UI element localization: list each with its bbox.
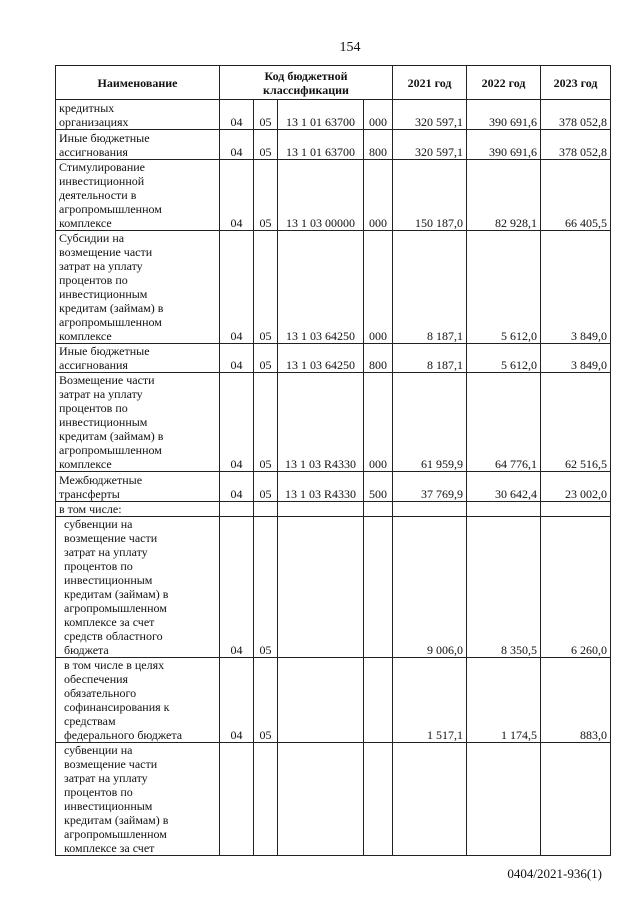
cell-target-article: 13 1 03 64250 [278,231,364,344]
cell-2022: 390 691,6 [467,130,541,160]
cell-2022: 5 612,0 [467,344,541,373]
cell-2023: 66 405,5 [541,160,611,231]
table-body [56,100,611,856]
table-row [56,231,611,344]
cell-target-article: 13 1 03 64250 [278,344,364,373]
cell-subsection: 05 [254,517,278,658]
cell-target-article [278,502,364,517]
header-name: Наименование [56,66,220,100]
cell-name: Межбюджетные трансферты [56,472,220,502]
cell-2022: 8 350,5 [467,517,541,658]
cell-2021 [393,502,467,517]
cell-2022: 64 776,1 [467,373,541,472]
table-row [56,130,611,160]
table-row [56,743,611,856]
cell-target-article [278,517,364,658]
header-2021: 2021 год [393,66,467,100]
cell-expense-type: 000 [364,373,393,472]
cell-2022: 1 174,5 [467,658,541,743]
cell-expense-type: 000 [364,160,393,231]
document-code: 0404/2021-936(1) [507,866,602,881]
cell-subsection: 05 [254,130,278,160]
cell-subsection [254,502,278,517]
cell-subsection: 05 [254,472,278,502]
cell-2021: 320 597,1 [393,130,467,160]
cell-2021: 37 769,9 [393,472,467,502]
cell-2023: 23 002,0 [541,472,611,502]
cell-2023: 378 052,8 [541,130,611,160]
cell-section: 04 [220,130,254,160]
table-header-row [56,66,611,100]
cell-section: 04 [220,344,254,373]
cell-target-article: 13 1 03 R4330 [278,472,364,502]
cell-2021: 61 959,9 [393,373,467,472]
cell-2023: 378 052,8 [541,100,611,130]
cell-name: Стимулирование инвестиционной деятельности в агропромышленном комплексе [56,160,220,231]
table-row [56,344,611,373]
cell-2022 [467,743,541,856]
cell-name: Возмещение части затрат на уплату процентов по инвестиционным кредитам (займам) в агропромышленном комплексе [56,373,220,472]
header-code: Код бюджетной классификации [220,66,393,100]
cell-expense-type: 800 [364,130,393,160]
cell-2021: 8 187,1 [393,344,467,373]
cell-section [220,743,254,856]
table-row [56,502,611,517]
cell-target-article: 13 1 03 R4330 [278,373,364,472]
cell-expense-type [364,517,393,658]
cell-2021: 8 187,1 [393,231,467,344]
cell-section: 04 [220,373,254,472]
cell-2021 [393,743,467,856]
cell-name: субвенции на возмещение части затрат на уплату процентов по инвестиционным кредитам (займам) в агропромышленном комплексе за счет [56,743,220,856]
table-row [56,160,611,231]
cell-2021: 9 006,0 [393,517,467,658]
cell-2023 [541,743,611,856]
cell-expense-type: 800 [364,344,393,373]
table-row [56,658,611,743]
cell-2022: 5 612,0 [467,231,541,344]
cell-expense-type [364,743,393,856]
cell-name: субвенции на возмещение части затрат на уплату процентов по инвестиционным кредитам (займам) в агропромышленном комплексе за счет средств областного бюджета [56,517,220,658]
cell-target-article [278,743,364,856]
cell-subsection: 05 [254,373,278,472]
cell-name: в том числе в целях обеспечения обязательного софинансирования к средствам федерального бюджета [56,658,220,743]
cell-section: 04 [220,517,254,658]
cell-expense-type: 000 [364,100,393,130]
cell-2022 [467,502,541,517]
cell-name: Субсидии на возмещение части затрат на уплату процентов по инвестиционным кредитам (займам) в агропромышленном комплексе [56,231,220,344]
cell-2022: 30 642,4 [467,472,541,502]
cell-section: 04 [220,472,254,502]
cell-target-article: 13 1 03 00000 [278,160,364,231]
cell-subsection: 05 [254,100,278,130]
cell-subsection: 05 [254,658,278,743]
cell-2021: 150 187,0 [393,160,467,231]
cell-2021: 1 517,1 [393,658,467,743]
table-row [56,373,611,472]
cell-name: кредитных организациях [56,100,220,130]
cell-section: 04 [220,658,254,743]
page-number: 154 [339,40,361,55]
cell-expense-type: 500 [364,472,393,502]
cell-subsection: 05 [254,160,278,231]
table-row [56,472,611,502]
cell-name: в том числе: [56,502,220,517]
cell-expense-type: 000 [364,231,393,344]
cell-expense-type [364,502,393,517]
cell-expense-type [364,658,393,743]
cell-section: 04 [220,160,254,231]
cell-2022: 82 928,1 [467,160,541,231]
cell-name: Иные бюджетные ассигнования [56,130,220,160]
cell-target-article [278,658,364,743]
table-row [56,100,611,130]
cell-section: 04 [220,100,254,130]
table-row [56,517,611,658]
budget-table [55,65,611,856]
header-2022: 2022 год [467,66,541,100]
cell-target-article: 13 1 01 63700 [278,130,364,160]
cell-subsection: 05 [254,231,278,344]
cell-2023: 883,0 [541,658,611,743]
cell-section [220,502,254,517]
cell-subsection [254,743,278,856]
cell-target-article: 13 1 01 63700 [278,100,364,130]
cell-2023 [541,502,611,517]
cell-name: Иные бюджетные ассигнования [56,344,220,373]
cell-2023: 62 516,5 [541,373,611,472]
header-2023: 2023 год [541,66,611,100]
cell-section: 04 [220,231,254,344]
cell-2023: 3 849,0 [541,344,611,373]
cell-2021: 320 597,1 [393,100,467,130]
cell-2023: 3 849,0 [541,231,611,344]
cell-subsection: 05 [254,344,278,373]
cell-2022: 390 691,6 [467,100,541,130]
cell-2023: 6 260,0 [541,517,611,658]
